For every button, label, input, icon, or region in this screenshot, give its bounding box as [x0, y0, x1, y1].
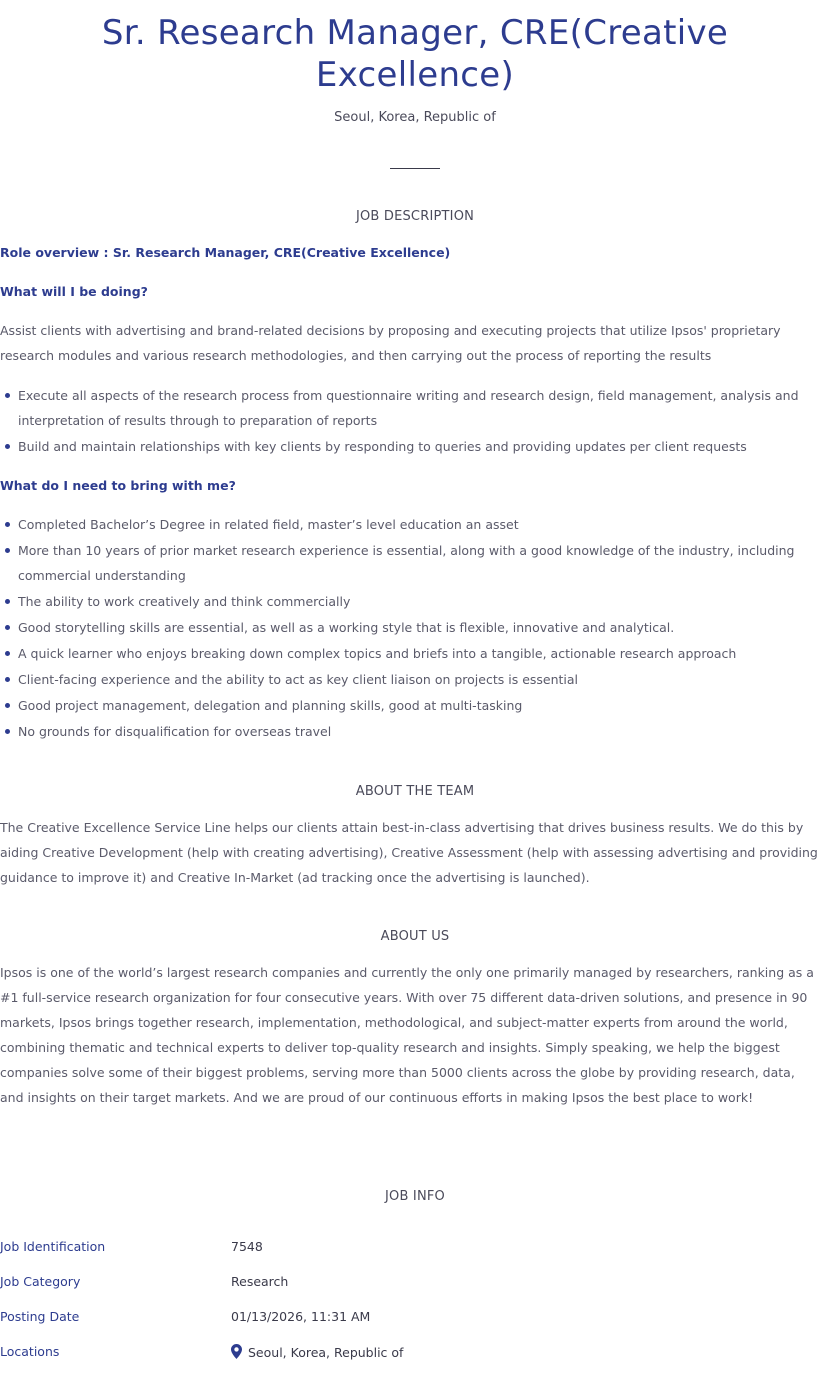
role-overview: Role overview : Sr. Research Manager, CRE(Creative Excellence): [0, 245, 451, 260]
bring-heading: What do I need to bring with me?: [0, 478, 236, 493]
locations-label: Locations: [0, 1344, 60, 1359]
bullet-icon: [5, 444, 10, 449]
bullet-icon: [5, 729, 10, 734]
list-item: Completed Bachelor’s Degree in related field, master’s level education an asset: [0, 512, 822, 537]
bullet-icon: [5, 548, 10, 553]
job-category-label: Job Category: [0, 1274, 81, 1289]
list-item: Good storytelling skills are essential, as well as a working style that is flexible, innovative and analytical.: [0, 615, 822, 640]
about-us-text: Ipsos is one of the world’s largest research companies and currently the only one primarily managed by researchers, ranking as a #1 full-service research organization for four consecutive years. With over 75 different data-driven solutions, and presence in 90 markets, Ipsos brings together research, implementation, methodological, and subject-matter experts from around the world, combining thematic and technical experts to deliver top-quality research and insights. Simply speaking, we help the biggest companies solve some of their biggest problems, serving more than 5000 clients across the globe by providing research, data, and insights on their target markets. And we are proud of our continuous efforts in making Ipsos the best place to work!: [0, 965, 814, 1105]
doing-heading: What will I be doing?: [0, 284, 148, 299]
bullet-icon: [5, 677, 10, 682]
job-category-value: Research: [231, 1274, 289, 1289]
job-info-row-id: [0, 1239, 822, 1259]
bullet-icon: [5, 522, 10, 527]
bullet-icon: [5, 625, 10, 630]
about-team-heading: ABOUT THE TEAM: [355, 784, 475, 799]
about-us-heading: ABOUT US: [380, 929, 450, 944]
posting-date-value: 01/13/2026, 11:31 AM: [231, 1309, 371, 1324]
doing-list: [0, 383, 822, 459]
list-item: The ability to work creatively and think commercially: [0, 589, 822, 614]
posting-date-label: Posting Date: [0, 1309, 80, 1324]
list-item: Execute all aspects of the research process from questionnaire writing and research design, field management, analysis and interpretation of results through to preparation of reports: [0, 383, 822, 433]
list-item: No grounds for disqualification for overseas travel: [0, 719, 822, 744]
job-id-label: Job Identification: [0, 1239, 106, 1254]
job-info-row-category: [0, 1274, 822, 1294]
bullet-icon: [5, 599, 10, 604]
about-team-text: The Creative Excellence Service Line helps our clients attain best-in-class advertising that drives business results. We do this by aiding Creative Development (help with creating advertising), Creative Assessment (help with assessing advertising and providing guidance to improve it) and Creative In-Market (ad tracking once the advertising is launched).: [0, 820, 818, 885]
locations-value-wrap: [231, 1344, 403, 1360]
map-pin-icon: [231, 1344, 242, 1359]
bullet-icon: [5, 651, 10, 656]
bullet-icon: [5, 703, 10, 708]
job-info-row-posting-date: [0, 1309, 822, 1329]
bullet-icon: [5, 393, 10, 398]
list-item: A quick learner who enjoys breaking down complex topics and briefs into a tangible, actionable research approach: [0, 641, 822, 666]
job-id-value: 7548: [231, 1239, 263, 1254]
job-info-heading: JOB INFO: [385, 1189, 445, 1204]
job-info-row-locations: [0, 1344, 822, 1364]
intro-paragraph: Assist clients with advertising and brand-related decisions by proposing and executing projects that utilize Ipsos' proprietary research modules and various research methodologies, and then carrying out the process of reporting the results: [0, 323, 781, 363]
job-location: Seoul, Korea, Republic of: [334, 110, 496, 125]
job-description-heading: JOB DESCRIPTION: [355, 209, 475, 224]
title-divider: [390, 168, 440, 169]
list-item: Client-facing experience and the ability to act as key client liaison on projects is essential: [0, 667, 822, 692]
list-item: More than 10 years of prior market research experience is essential, along with a good knowledge of the industry, including commercial understanding: [0, 538, 822, 588]
list-item: Build and maintain relationships with key clients by responding to queries and providing updates per client requests: [0, 434, 822, 459]
job-description-section: [0, 240, 822, 745]
locations-value: Seoul, Korea, Republic of: [248, 1345, 404, 1360]
bring-list: [0, 512, 822, 744]
list-item: Good project management, delegation and planning skills, good at multi-tasking: [0, 693, 822, 718]
job-title: Sr. Research Manager, CRE(Creative Excellence): [101, 13, 729, 95]
